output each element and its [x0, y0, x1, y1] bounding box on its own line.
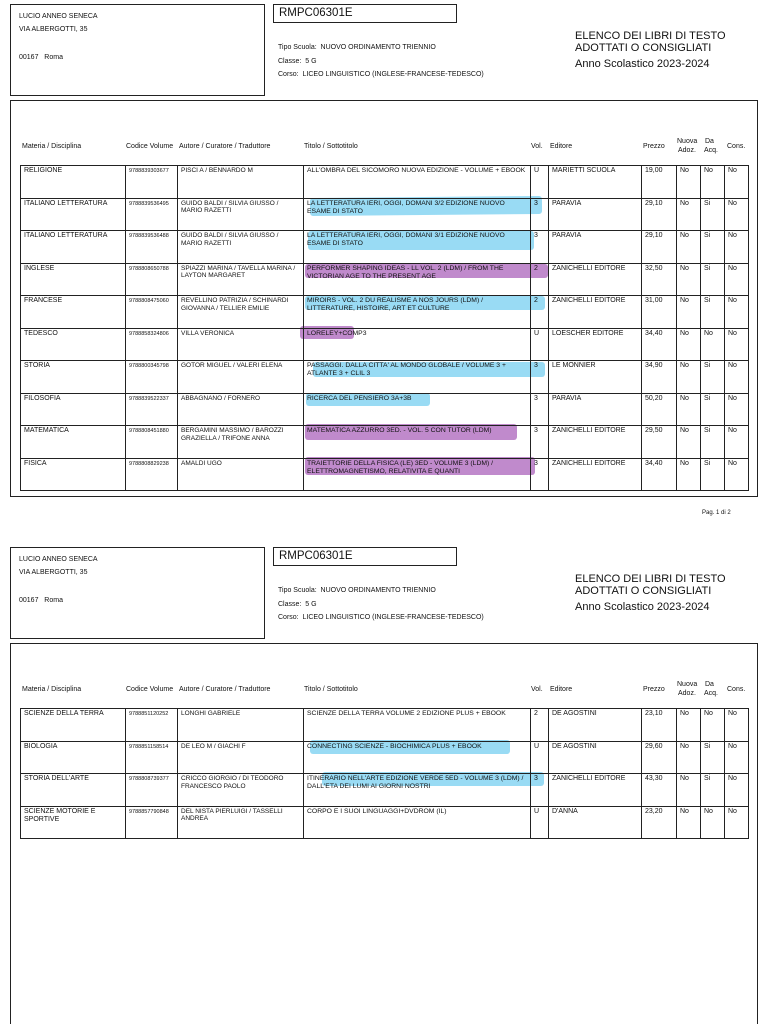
price-cell: 34,40 [642, 458, 677, 491]
author-cell: CRICCO GIORGIO / DI TEODORO FRANCESCO PAOLO [178, 774, 304, 807]
new-adoption-cell: No [677, 263, 701, 296]
new-adoption-cell: No [677, 296, 701, 329]
recommended-cell: No [725, 296, 749, 329]
table-row [21, 741, 749, 774]
volume-cell: U [531, 806, 549, 839]
new-adoption-cell: No [677, 709, 701, 742]
volume-cell: 2 [531, 263, 549, 296]
isbn-cell: 9788839303677 [126, 166, 178, 199]
school-name: LUCIO ANNEO SENECA [19, 13, 98, 20]
recommended-cell: No [725, 709, 749, 742]
isbn-cell: 9788839536488 [126, 231, 178, 264]
isbn-cell: 9788808650788 [126, 263, 178, 296]
school-city: 00167 Roma [19, 54, 63, 61]
title-cell: ALL'OMBRA DEL SICOMORO NUOVA EDIZIONE - VOLUME + EBOOK [304, 166, 531, 199]
col-prezzo: Prezzo [643, 143, 665, 150]
col-editore: Editore [550, 686, 573, 693]
isbn-cell: 9788808829238 [126, 458, 178, 491]
col-vol: Vol. [531, 143, 543, 150]
subject-cell: BIOLOGIA [21, 741, 126, 774]
table-row [21, 806, 749, 839]
school-year: Anno Scolastico 2023-2024 [575, 58, 710, 70]
recommended-cell: No [725, 361, 749, 394]
table-row [21, 231, 749, 264]
new-adoption-cell: No [677, 328, 701, 361]
volume-cell: U [531, 328, 549, 361]
table-row [21, 393, 749, 426]
to-buy-cell: Si [701, 361, 725, 394]
price-cell: 34,40 [642, 328, 677, 361]
to-buy-cell: Si [701, 198, 725, 231]
subject-cell: FISICA [21, 458, 126, 491]
author-cell: LONGHI GABRIELE [178, 709, 304, 742]
isbn-cell: 9788851158514 [126, 741, 178, 774]
publisher-cell: MARIETTI SCUOLA [549, 166, 642, 199]
doc-heading-line1: ELENCO DEI LIBRI DI TESTO [575, 573, 726, 585]
price-cell: 34,90 [642, 361, 677, 394]
recommended-cell: No [725, 231, 749, 264]
col-titolo: Titolo / Sottotitolo [304, 143, 358, 150]
col-prezzo: Prezzo [643, 686, 665, 693]
isbn-cell: 9788808475060 [126, 296, 178, 329]
title-cell: CORPO E I SUOI LINGUAGGI+DVDROM (IL) [304, 806, 531, 839]
recommended-cell: No [725, 458, 749, 491]
col-adoz: Adoz. [678, 690, 696, 697]
col-acq: Acq. [704, 690, 719, 697]
col-vol: Vol. [531, 686, 543, 693]
title-cell: TRAIETTORIE DELLA FISICA (LE) 3ED - VOLUME 3 (LDM) / ELETTROMAGNETISMO, RELATIVITA E QUANTI [304, 458, 531, 491]
school-box-1 [10, 4, 265, 96]
volume-cell: 3 [531, 231, 549, 264]
volume-cell: 2 [531, 709, 549, 742]
to-buy-cell: Si [701, 393, 725, 426]
publisher-cell: ZANICHELLI EDITORE [549, 426, 642, 459]
publisher-cell: LOESCHER EDITORE [549, 328, 642, 361]
to-buy-cell: No [701, 166, 725, 199]
new-adoption-cell: No [677, 166, 701, 199]
publisher-cell: LE MONNIER [549, 361, 642, 394]
subject-cell: SCIENZE DELLA TERRA [21, 709, 126, 742]
new-adoption-cell: No [677, 774, 701, 807]
price-cell: 31,00 [642, 296, 677, 329]
title-cell: CONNECTING SCIENZE - BIOCHIMICA PLUS + EBOOK [304, 741, 531, 774]
volume-cell: 3 [531, 393, 549, 426]
col-nuova: Nuova [677, 138, 698, 145]
new-adoption-cell: No [677, 806, 701, 839]
school-name: LUCIO ANNEO SENECA [19, 556, 98, 563]
tipo-scuola-2: Tipo Scuola: NUOVO ORDINAMENTO TRIENNIO [278, 587, 436, 594]
books-table-1 [20, 165, 749, 491]
col-autore: Autore / Curatore / Traduttore [179, 143, 271, 150]
table-row [21, 263, 749, 296]
author-cell: REVELLINO PATRIZIA / SCHINARDI GIOVANNA / TELLIER EMILIE [178, 296, 304, 329]
title-cell: SCIENZE DELLA TERRA VOLUME 2 EDIZIONE PLUS + EBOOK [304, 709, 531, 742]
table-row [21, 774, 749, 807]
doc-heading-line1: ELENCO DEI LIBRI DI TESTO [575, 30, 726, 42]
price-cell: 23,20 [642, 806, 677, 839]
recommended-cell: No [725, 263, 749, 296]
recommended-cell: No [725, 741, 749, 774]
to-buy-cell: Si [701, 296, 725, 329]
subject-cell: FILOSOFIA [21, 393, 126, 426]
publisher-cell: PARAVIA [549, 198, 642, 231]
title-cell: ITINERARIO NELL'ARTE EDIZIONE VERDE 5ED - VOLUME 3 (LDM) / DALL'ETA DEI LUMI AI GIORNI NOSTRI [304, 774, 531, 807]
volume-cell: 3 [531, 774, 549, 807]
price-cell: 29,50 [642, 426, 677, 459]
title-cell: MATEMATICA AZZURRO 3ED. - VOL. 5 CON TUTOR (LDM) [304, 426, 531, 459]
author-cell: PISCI A / BENNARDO M [178, 166, 304, 199]
col-cons: Cons. [727, 686, 746, 693]
price-cell: 29,60 [642, 741, 677, 774]
recommended-cell: No [725, 426, 749, 459]
recommended-cell: No [725, 774, 749, 807]
author-cell: GUIDO BALDI / SILVIA GIUSSO / MARIO RAZETTI [178, 231, 304, 264]
school-address: VIA ALBERGOTTI, 35 [19, 569, 88, 576]
table-row [21, 426, 749, 459]
publisher-cell: PARAVIA [549, 231, 642, 264]
col-da: Da [705, 681, 714, 688]
col-acq: Acq. [704, 147, 719, 154]
to-buy-cell: Si [701, 741, 725, 774]
title-cell: LA LETTERATURA IERI, OGGI, DOMANI 3/1 EDIZIONE NUOVO ESAME DI STATO [304, 231, 531, 264]
classe-1: Classe: 5 G [278, 58, 317, 65]
to-buy-cell: No [701, 709, 725, 742]
col-adoz: Adoz. [678, 147, 696, 154]
school-address: VIA ALBERGOTTI, 35 [19, 26, 88, 33]
price-cell: 29,10 [642, 231, 677, 264]
author-cell: SPIAZZI MARINA / TAVELLA MARINA / LAYTON MARGARET [178, 263, 304, 296]
col-materia: Materia / Disciplina [22, 686, 82, 693]
isbn-cell: 9788808739377 [126, 774, 178, 807]
price-cell: 19,00 [642, 166, 677, 199]
to-buy-cell: No [701, 806, 725, 839]
subject-cell: FRANCESE [21, 296, 126, 329]
col-titolo: Titolo / Sottotitolo [304, 686, 358, 693]
isbn-cell: 9788857790848 [126, 806, 178, 839]
isbn-cell: 9788851120252 [126, 709, 178, 742]
books-table-2 [20, 708, 749, 839]
title-cell: PASSAGGI. DALLA CITTA' AL MONDO GLOBALE / VOLUME 3 + ATLANTE 3 + CLIL 3 [304, 361, 531, 394]
publisher-cell: ZANICHELLI EDITORE [549, 774, 642, 807]
subject-cell: TEDESCO [21, 328, 126, 361]
publisher-cell: D'ANNA [549, 806, 642, 839]
isbn-cell: 9788839536495 [126, 198, 178, 231]
table-row [21, 709, 749, 742]
col-nuova: Nuova [677, 681, 698, 688]
title-cell: RICERCA DEL PENSIERO 3A+3B [304, 393, 531, 426]
volume-cell: U [531, 166, 549, 199]
recommended-cell: No [725, 806, 749, 839]
price-cell: 23,10 [642, 709, 677, 742]
title-cell: PERFORMER SHAPING IDEAS - LL VOL. 2 (LDM) / FROM THE VICTORIAN AGE TO THE PRESENT AGE [304, 263, 531, 296]
to-buy-cell: Si [701, 231, 725, 264]
to-buy-cell: Si [701, 426, 725, 459]
school-code-1: RMPC06301E [273, 4, 457, 23]
publisher-cell: ZANICHELLI EDITORE [549, 263, 642, 296]
new-adoption-cell: No [677, 741, 701, 774]
price-cell: 50,20 [642, 393, 677, 426]
table-row [21, 198, 749, 231]
recommended-cell: No [725, 328, 749, 361]
page-number: Pag. 1 di 2 [702, 510, 731, 516]
author-cell: DEL NISTA PIERLUIGI / TASSELLI ANDREA [178, 806, 304, 839]
price-cell: 43,30 [642, 774, 677, 807]
to-buy-cell: Si [701, 458, 725, 491]
col-cons: Cons. [727, 143, 746, 150]
subject-cell: STORIA [21, 361, 126, 394]
to-buy-cell: Si [701, 263, 725, 296]
subject-cell: INGLESE [21, 263, 126, 296]
col-codice: Codice Volume [126, 686, 174, 693]
table-row [21, 361, 749, 394]
school-box-2 [10, 547, 265, 639]
price-cell: 32,50 [642, 263, 677, 296]
table-row [21, 296, 749, 329]
isbn-cell: 9788808451880 [126, 426, 178, 459]
author-cell: GOTOR MIGUEL / VALERI ELENA [178, 361, 304, 394]
recommended-cell: No [725, 198, 749, 231]
author-cell: BERGAMINI MASSIMO / BAROZZI GRAZIELLA / TRIFONE ANNA [178, 426, 304, 459]
volume-cell: U [531, 741, 549, 774]
col-codice: Codice Volume [126, 143, 174, 150]
title-cell: MIROIRS - VOL. 2 DU REALISME A NOS JOURS (LDM) / LITTERATURE, HISTOIRE, ART ET CULTURE [304, 296, 531, 329]
col-materia: Materia / Disciplina [22, 143, 82, 150]
new-adoption-cell: No [677, 361, 701, 394]
doc-heading-line2: ADOTTATI O CONSIGLIATI [575, 585, 712, 597]
isbn-cell: 9788858324806 [126, 328, 178, 361]
tipo-scuola-1: Tipo Scuola: NUOVO ORDINAMENTO TRIENNIO [278, 44, 436, 51]
col-editore: Editore [550, 143, 573, 150]
to-buy-cell: No [701, 328, 725, 361]
recommended-cell: No [725, 393, 749, 426]
new-adoption-cell: No [677, 426, 701, 459]
price-cell: 29,10 [642, 198, 677, 231]
title-cell: LA LETTERATURA IERI, OGGI, DOMANI 3/2 EDIZIONE NUOVO ESAME DI STATO [304, 198, 531, 231]
corso-1: Corso: LICEO LINGUISTICO (INGLESE-FRANCESE-TEDESCO) [278, 71, 484, 78]
publisher-cell: ZANICHELLI EDITORE [549, 458, 642, 491]
author-cell: VILLA VERONICA [178, 328, 304, 361]
publisher-cell: ZANICHELLI EDITORE [549, 296, 642, 329]
new-adoption-cell: No [677, 458, 701, 491]
volume-cell: 3 [531, 426, 549, 459]
doc-heading-line2: ADOTTATI O CONSIGLIATI [575, 42, 712, 54]
table-row [21, 328, 749, 361]
volume-cell: 3 [531, 458, 549, 491]
school-code-2: RMPC06301E [273, 547, 457, 566]
subject-cell: MATEMATICA [21, 426, 126, 459]
to-buy-cell: Si [701, 774, 725, 807]
author-cell: ABBAGNANO / FORNERO [178, 393, 304, 426]
title-cell: LORELEY+COMP3 [304, 328, 531, 361]
volume-cell: 3 [531, 361, 549, 394]
isbn-cell: 9788800345798 [126, 361, 178, 394]
recommended-cell: No [725, 166, 749, 199]
author-cell: AMALDI UGO [178, 458, 304, 491]
table-row [21, 458, 749, 491]
school-year: Anno Scolastico 2023-2024 [575, 601, 710, 613]
classe-2: Classe: 5 G [278, 601, 317, 608]
publisher-cell: PARAVIA [549, 393, 642, 426]
new-adoption-cell: No [677, 393, 701, 426]
subject-cell: ITALIANO LETTERATURA [21, 198, 126, 231]
publisher-cell: DE AGOSTINI [549, 709, 642, 742]
author-cell: DE LEO M / GIACHI F [178, 741, 304, 774]
school-city: 00167 Roma [19, 597, 63, 604]
subject-cell: ITALIANO LETTERATURA [21, 231, 126, 264]
volume-cell: 3 [531, 198, 549, 231]
publisher-cell: DE AGOSTINI [549, 741, 642, 774]
subject-cell: RELIGIONE [21, 166, 126, 199]
col-autore: Autore / Curatore / Traduttore [179, 686, 271, 693]
table-row [21, 166, 749, 199]
corso-2: Corso: LICEO LINGUISTICO (INGLESE-FRANCESE-TEDESCO) [278, 614, 484, 621]
new-adoption-cell: No [677, 231, 701, 264]
new-adoption-cell: No [677, 198, 701, 231]
subject-cell: STORIA DELL'ARTE [21, 774, 126, 807]
author-cell: GUIDO BALDI / SILVIA GIUSSO / MARIO RAZETTI [178, 198, 304, 231]
col-da: Da [705, 138, 714, 145]
volume-cell: 2 [531, 296, 549, 329]
isbn-cell: 9788839522337 [126, 393, 178, 426]
subject-cell: SCIENZE MOTORIE E SPORTIVE [21, 806, 126, 839]
